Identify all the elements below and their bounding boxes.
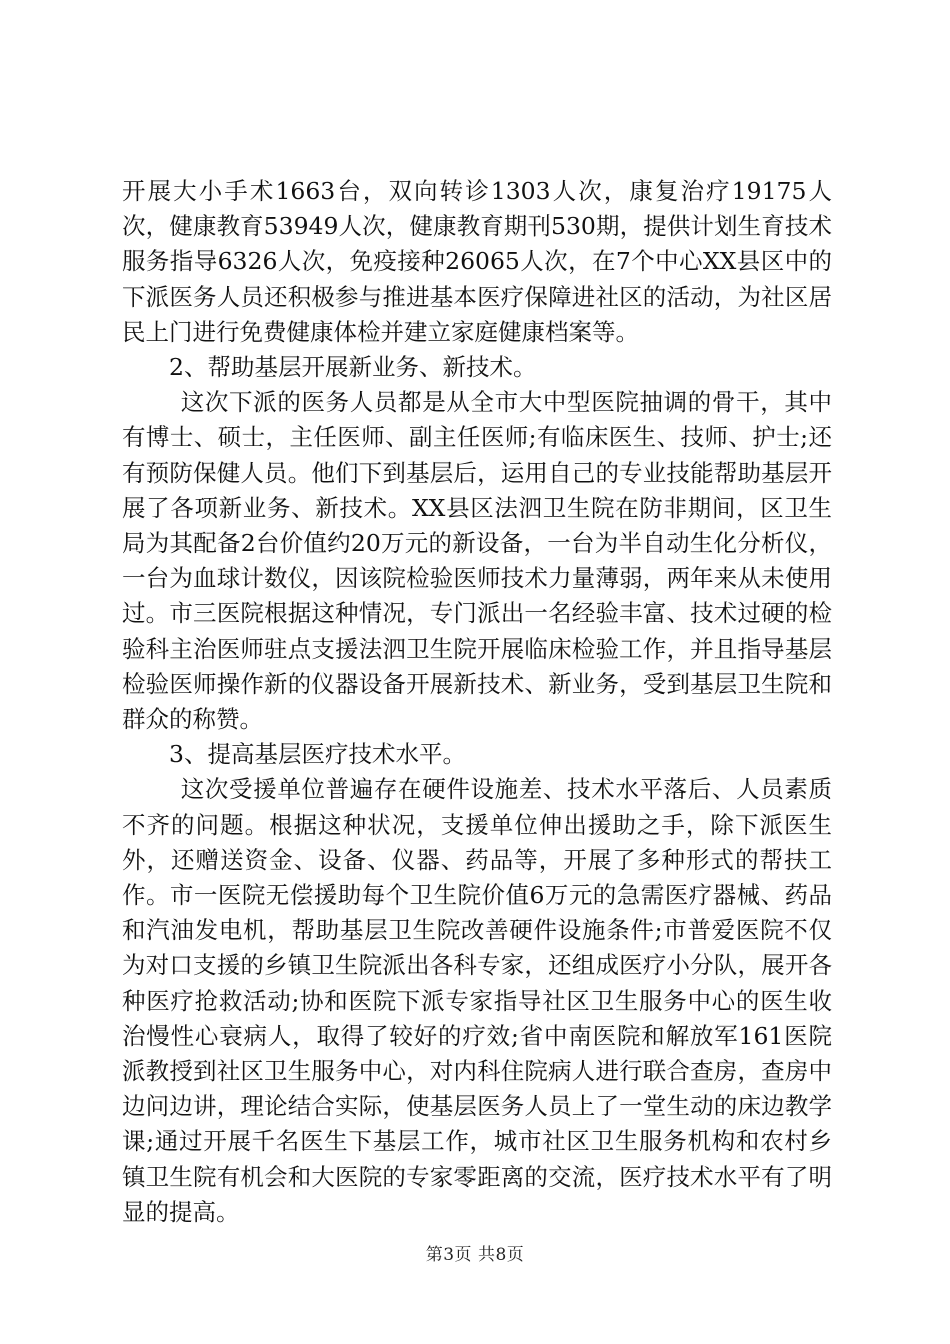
section-heading-3: 3、提高基层医疗技术水平。 xyxy=(169,740,466,769)
section-heading-2: 2、帮助基层开展新业务、新技术。 xyxy=(169,353,537,382)
document-body xyxy=(122,174,832,1230)
paragraph-1: 开展大小手术1663台，双向转诊1303人次，康复治疗19175人次，健康教育53949人次，健康教育期刊530期，提供计划生育技术服务指导6326人次，免疫接种26065人次，在7个中心XX县区中的下派医务人员还积极参与推进基本医疗保障进社区的活动，为社区居民上门进行免费健康体检并建立家庭健康档案等。 xyxy=(122,177,832,346)
page-footer: 第3页 共8页 xyxy=(425,1245,525,1265)
paragraph-3: 这次受援单位普遍存在硬件设施差、技术水平落后、人员素质不齐的问题。根据这种状况，支援单位伸出援助之手，除下派医生外，还赠送资金、设备、仪器、药品等，开展了多种形式的帮扶工作。市一医院无偿援助每个卫生院价值6万元的急需医疗器械、药品和汽油发电机，帮助基层卫生院改善硬件设施条件;市普爱医院不仅为对口支援的乡镇卫生院派出各科专家，还组成医疗小分队，展开各种医疗抢救活动;协和医院下派专家指导社区卫生服务中心的医生收治慢性心衰病人，取得了较好的疗效;省中南医院和解放军161医院派教授到社区卫生服务中心，对内科住院病人进行联合查房，查房中边问边讲，理论结合实际，使基层医务人员上了一堂生动的床边教学课;通过开展千名医生下基层工作，城市社区卫生服务机构和农村乡镇卫生院有机会和大医院的专家零距离的交流，医疗技术水平有了明显的提高。 xyxy=(122,775,832,1226)
paragraph-2: 这次下派的医务人员都是从全市大中型医院抽调的骨干，其中有博士、硕士，主任医师、副主任医师;有临床医生、技师、护士;还有预防保健人员。他们下到基层后，运用自己的专业技能帮助基层开展了各项新业务、新技术。XX县区法泗卫生院在防非期间，区卫生局为其配备2台价值约20万元的新设备，一台为半自动生化分析仪，一台为血球计数仪，因该院检验医师技术力量薄弱，两年来从未使用过。市三医院根据这种情况，专门派出一名经验丰富、技术过硬的检验科主治医师驻点支援法泗卫生院开展临床检验工作，并且指导基层检验医师操作新的仪器设备开展新技术、新业务，受到基层卫生院和群众的称赞。 xyxy=(122,388,832,734)
